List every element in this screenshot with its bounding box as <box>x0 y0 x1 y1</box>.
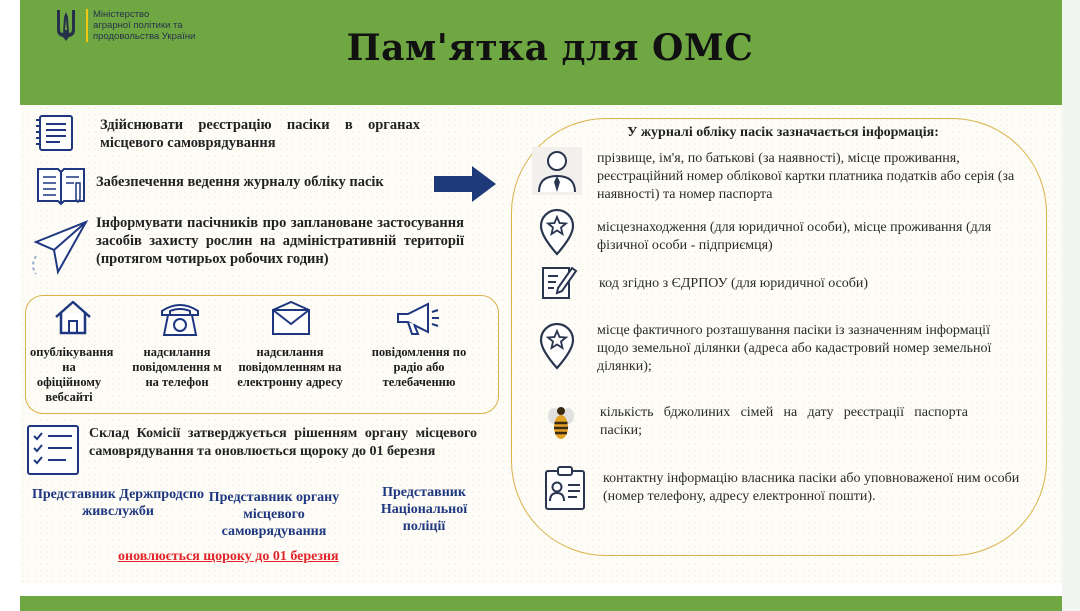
edit-form-icon <box>540 262 578 302</box>
ministry-name: Міністерство аграрної політики та продовольства України <box>93 9 196 42</box>
info-item-location: місцезнаходження (для юридичної особи), місце проживання (для фізичної особи - підприємця) <box>597 220 992 253</box>
representative-national-police: Представник Національної поліції <box>380 485 468 534</box>
bee-icon <box>545 403 577 443</box>
location-pin-star-icon <box>537 208 577 256</box>
channel-website: опублікування на офіційному вебсайті <box>30 345 114 404</box>
contact-card-icon <box>543 465 587 511</box>
info-item-apiary-site: місце фактичного розташування пасіки із зазначенням інформації щодо земельної ділянки (адреса або кадастровий номер земельної ділянки); <box>597 323 992 374</box>
checklist-icon <box>26 424 82 476</box>
commission-note: Склад Комісії затверджується рішенням органу місцевого самоврядування та оновлюється щороку до 01 березня <box>89 426 477 459</box>
document-icon <box>34 112 76 154</box>
annual-update-note: оновлюється щороку до 01 березня <box>118 549 339 564</box>
page-title: Пам'ятка для ОМС <box>346 27 754 69</box>
trident-logo-icon <box>55 8 77 42</box>
info-item-bee-colonies: кількість бджолиних сімей на дату реєстрації паспорта пасіки; <box>600 405 968 438</box>
channel-radio-tv: повідомлення по радіо або телебаченню <box>371 345 467 389</box>
info-item-owner-identity: прізвище, ім'я, по батькові (за наявності), місце проживання, реєстраційний номер облікової картки платника податків або серія (за наявності) та номер паспорта <box>597 151 1015 202</box>
item-keep-journal: Забезпечення ведення журналу обліку пасік <box>96 174 384 190</box>
envelope-icon <box>270 300 312 336</box>
megaphone-icon <box>394 300 440 338</box>
arrow-right-icon <box>432 164 498 204</box>
channel-email: надсилання повідомленням на електронну адресу <box>237 345 343 389</box>
representative-local-government: Представник органу місцевого самоврядування <box>208 490 340 539</box>
journal-info-heading: У журналі обліку пасік зазначається інформація: <box>627 125 939 140</box>
phone-icon <box>158 297 202 339</box>
paper-plane-icon <box>30 216 90 278</box>
item-inform-beekeepers: Інформувати пасічників про заплановане застосування засобів захисту рослин на адміністративній території (протягом чотирьох робочих годин) <box>96 215 464 267</box>
representative-consumer-service: Представник Держпродспоживслужби <box>31 487 205 519</box>
journal-book-icon <box>34 163 88 207</box>
left-frame <box>0 0 20 611</box>
location-pin-star-icon <box>537 322 577 370</box>
person-icon <box>531 146 583 196</box>
footer-band <box>20 596 1062 611</box>
right-frame <box>1062 0 1080 611</box>
info-item-contacts: контактну інформацію власника пасіки або уповноваженої ним особи (номер телефону, адресу електронної пошти). <box>603 471 1020 504</box>
ministry-accent-bar <box>86 9 88 42</box>
item-register-apiary: Здійснювати реєстрацію пасіки в органах місцевого самоврядування <box>100 117 420 151</box>
channel-phone: надсилання повідомлення м на телефон <box>132 345 222 389</box>
bottom-gap <box>20 583 1062 596</box>
house-icon <box>52 297 94 337</box>
info-item-edrpou: код згідно з ЄДРПОУ (для юридичної особи) <box>599 276 869 291</box>
